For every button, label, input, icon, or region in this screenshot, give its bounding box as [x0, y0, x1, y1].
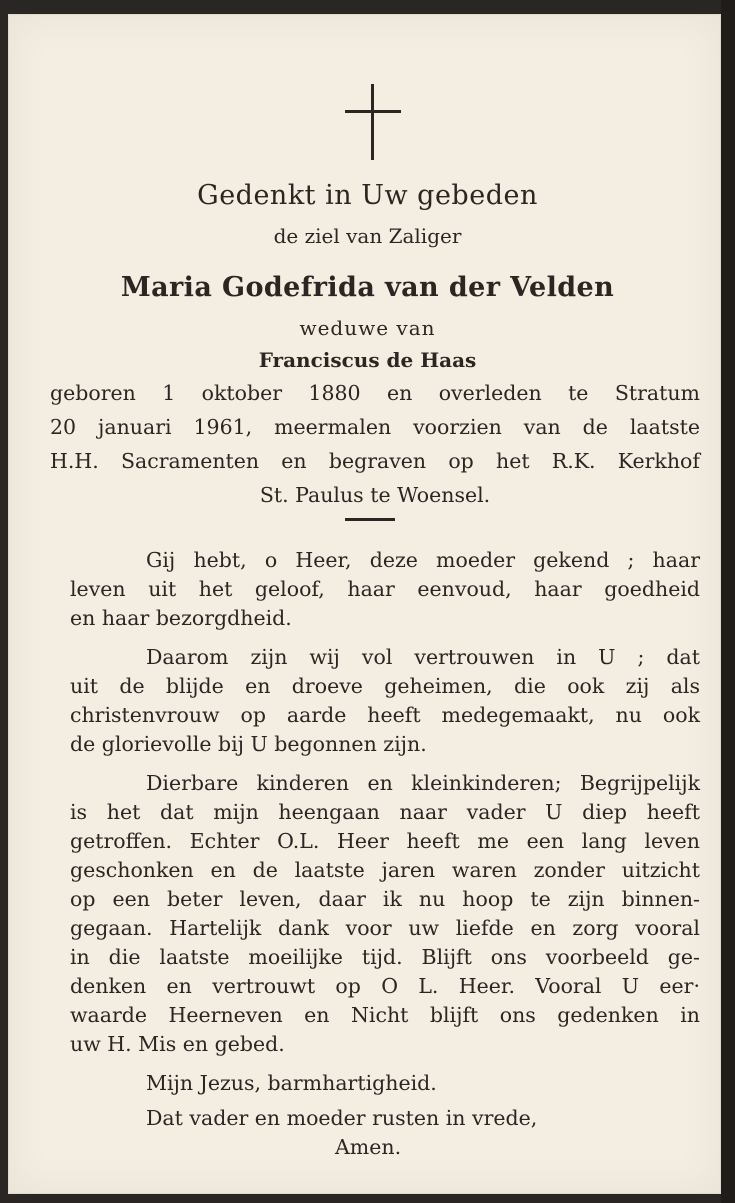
body-line: is het dat mijn heengaan naar vader U diep heeft	[70, 800, 700, 824]
body-line: waarde Heerneven en Nicht blijft ons gedenken in	[70, 1003, 700, 1027]
body-line: en haar bezorgdheid.	[70, 606, 292, 630]
closing-prayer: Dat vader en moeder rusten in vrede,	[146, 1106, 538, 1130]
body-line: gegaan. Hartelijk dank voor uw liefde en zorg vooral	[70, 916, 700, 940]
closing-prayer: Mijn Jezus, barmhartigheid.	[146, 1071, 437, 1095]
body-line: Daarom zijn wij vol vertrouwen in U ; dat	[146, 645, 700, 669]
body-line: uw H. Mis en gebed.	[70, 1032, 285, 1056]
body-line: getroffen. Echter O.L. Heer heeft me een lang leven	[70, 829, 700, 853]
body-line: Dierbare kinderen en kleinkinderen; Begrijpelijk	[146, 771, 700, 795]
bio-line-4: St. Paulus te Woensel.	[259, 483, 491, 507]
cross-icon	[345, 84, 401, 160]
body-line: Gij hebt, o Heer, deze moeder gekend ; haar	[146, 548, 700, 572]
body-line: christenvrouw op aarde heeft medegemaakt, nu ook	[70, 703, 700, 727]
body-line: de glorievolle bij U begonnen zijn.	[70, 732, 427, 756]
heading-remember: Gedenkt in Uw gebeden	[197, 180, 538, 211]
body-line: in die laatste moeilijke tijd. Blijft ons voorbeeld ge-	[70, 945, 700, 969]
closing-amen: Amen.	[335, 1135, 402, 1159]
subheading-soul: de ziel van Zaliger	[273, 224, 462, 248]
body-line: leven uit het geloof, haar eenvoud, haar goedheid	[70, 577, 700, 601]
divider-rule	[345, 518, 395, 521]
widow-of-label: weduwe van	[299, 316, 436, 340]
bio-line-1: geboren 1 oktober 1880 en overleden te Stratum	[50, 381, 700, 405]
spouse-name: Franciscus de Haas	[258, 348, 477, 372]
body-line: uit de blijde en droeve geheimen, die ook zij als	[70, 674, 700, 698]
body-line: denken en vertrouwt op O L. Heer. Vooral U eer·	[70, 974, 700, 998]
bio-line-2: 20 januari 1961, meermalen voorzien van de laatste	[50, 415, 700, 439]
body-line: op een beter leven, daar ik nu hoop te zijn binnen-	[70, 887, 700, 911]
deceased-name: Maria Godefrida van der Velden	[120, 272, 615, 303]
body-line: geschonken en de laatste jaren waren zonder uitzicht	[70, 858, 700, 882]
bio-line-3: H.H. Sacramenten en begraven op het R.K. Kerkhof	[50, 449, 700, 473]
